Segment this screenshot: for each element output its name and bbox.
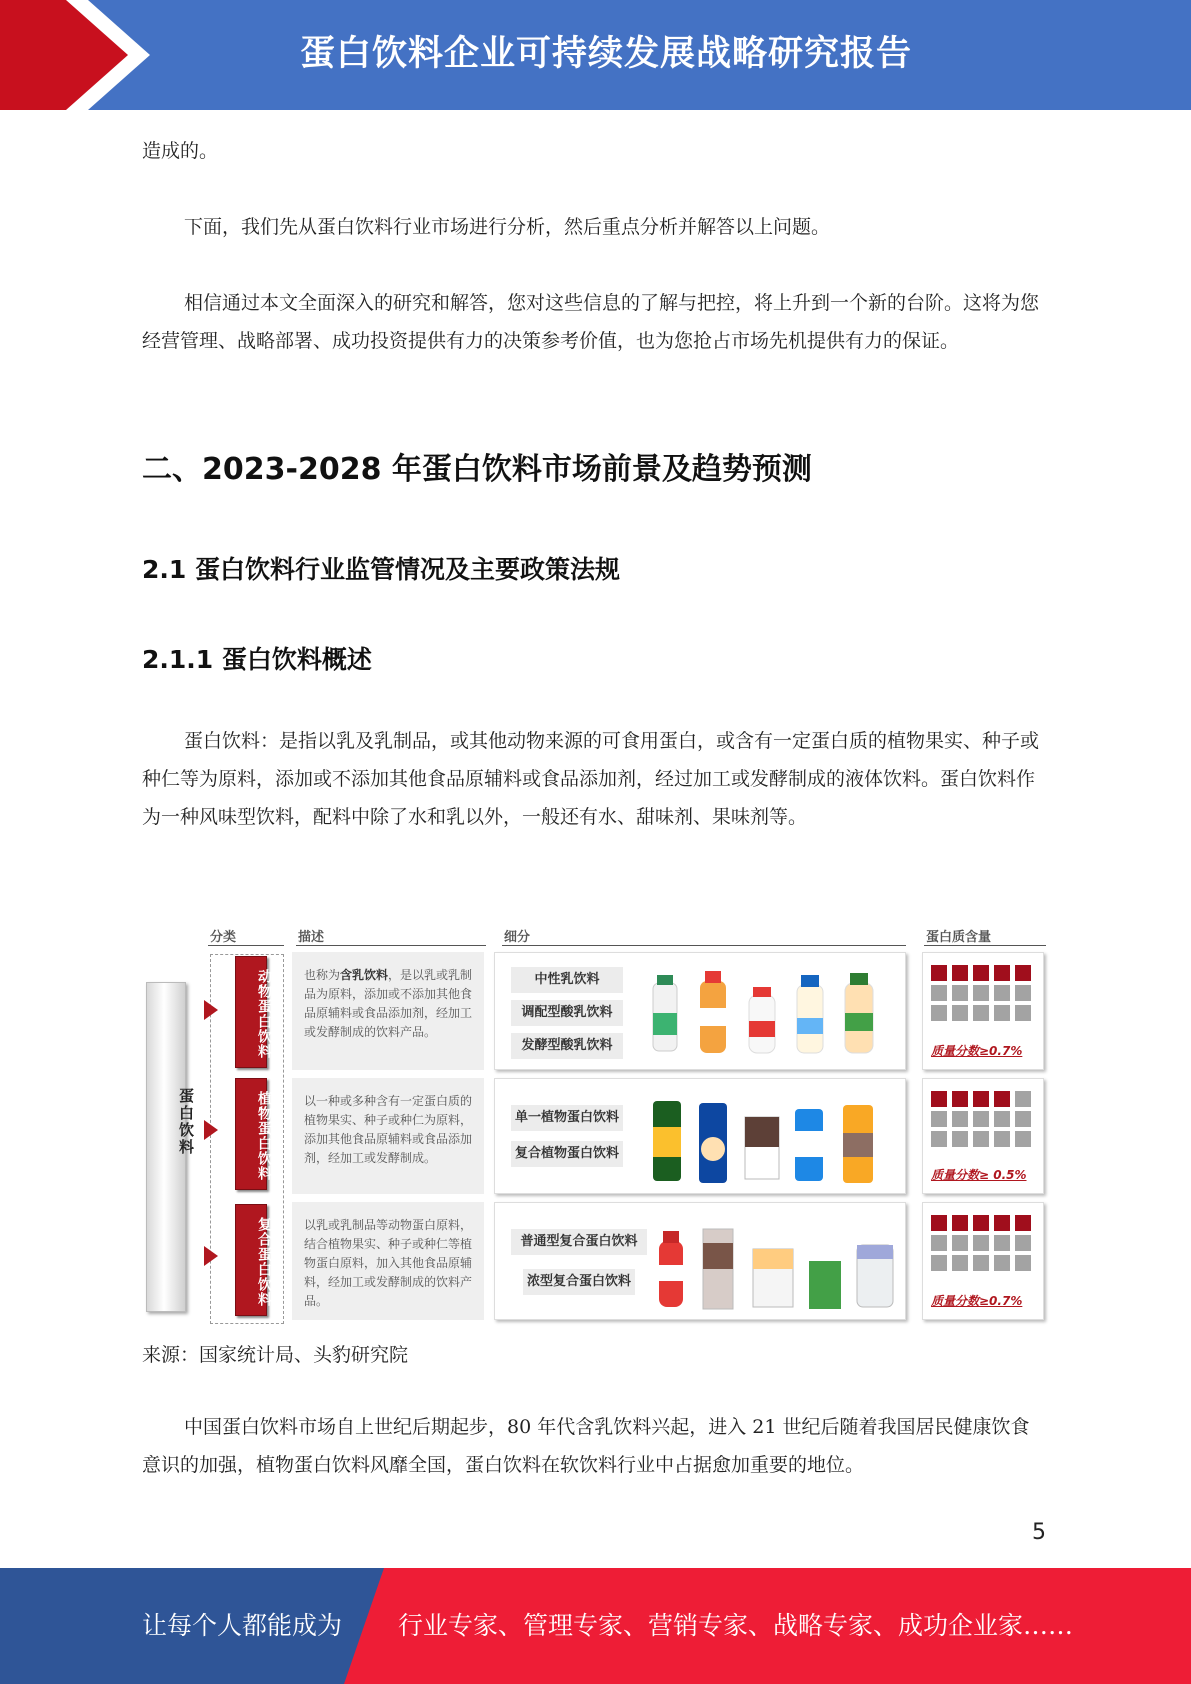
protein-square	[1015, 1235, 1031, 1251]
header-protein: 蛋白质含量	[926, 930, 992, 945]
protein-square	[1015, 985, 1031, 1001]
figure-source: 来源：国家统计局、头豹研究院	[142, 1344, 409, 1366]
protein-square	[952, 985, 968, 1001]
protein-square	[931, 985, 947, 1001]
protein-square	[1015, 1131, 1031, 1147]
protein-square	[994, 1235, 1010, 1251]
protein-square	[973, 1235, 989, 1251]
protein-square	[931, 1091, 947, 1107]
protein-square	[931, 1131, 947, 1147]
protein-square	[952, 1215, 968, 1231]
desc-bold: 含乳饮料	[340, 968, 389, 982]
subtype-tag: 复合植物蛋白饮料	[511, 1141, 623, 1167]
subtype-tag: 发酵型酸乳饮料	[511, 1033, 623, 1059]
protein-compound	[922, 1202, 1044, 1320]
subtype-tag: 单一植物蛋白饮料	[511, 1105, 623, 1131]
header-line	[924, 945, 1046, 946]
product-bottles-icon	[645, 963, 895, 1063]
header-line	[208, 945, 284, 946]
category-compound	[235, 1204, 272, 1316]
protein-label: 质量分数≥ 0.5%	[931, 1168, 1027, 1182]
protein-square	[952, 965, 968, 981]
header-description: 描述	[298, 930, 325, 945]
subdivision-animal	[494, 952, 906, 1070]
header-line	[296, 945, 486, 946]
protein-square	[994, 1255, 1010, 1271]
root-pillar	[146, 982, 195, 1312]
protein-square	[952, 1255, 968, 1271]
protein-square	[1015, 965, 1031, 981]
category-animal	[235, 956, 272, 1068]
protein-animal	[922, 952, 1044, 1070]
section-heading: 二、2023-2028 年蛋白饮料市场前景及趋势预测	[142, 452, 812, 487]
category-label: 复合蛋白饮料	[256, 1217, 272, 1307]
protein-square	[994, 1111, 1010, 1127]
header-category: 分类	[210, 930, 237, 945]
header-red-chevron	[0, 0, 160, 110]
description-animal	[292, 952, 484, 1070]
header-title: 蛋白饮料企业可持续发展战略研究报告	[300, 34, 913, 74]
footer-slogan-right: 行业专家、管理专家、营销专家、战略专家、成功企业家……	[398, 1611, 1074, 1640]
page-footer	[0, 1568, 1191, 1684]
protein-square	[994, 1005, 1010, 1021]
description-compound	[292, 1202, 484, 1320]
header-line	[502, 945, 906, 946]
header-subdivision: 细分	[504, 930, 531, 945]
protein-square	[931, 1235, 947, 1251]
protein-square	[973, 1005, 989, 1021]
protein-square	[931, 1111, 947, 1127]
protein-square	[994, 1131, 1010, 1147]
protein-square	[1015, 1215, 1031, 1231]
protein-square	[952, 1005, 968, 1021]
protein-square	[994, 1091, 1010, 1107]
paragraph-definition: 蛋白饮料：是指以乳及乳制品，或其他动物来源的可食用蛋白，或含有一定蛋白质的植物果实、种子或种仁等为原料，添加或不添加其他食品原辅料或食品添加剂，经过加工或发酵制成的液体饮料。蛋白饮料作为一种风味型饮料，配料中除了水和乳以外，一般还有水、甜味剂、果味剂等。	[142, 730, 1040, 828]
protein-square	[1015, 1111, 1031, 1127]
protein-label: 质量分数≥0.7%	[931, 1294, 1023, 1308]
protein-square	[931, 1215, 947, 1231]
desc-text: 以一种或多种含有一定蛋白质的植物果实、种子或种仁为原料，添加其他食品原辅料或食品添加剂，经加工或发酵制成。	[304, 1094, 473, 1165]
protein-square	[952, 1091, 968, 1107]
protein-label: 质量分数≥0.7%	[931, 1044, 1023, 1058]
row-arrow-icon	[204, 1120, 218, 1140]
protein-square	[952, 1131, 968, 1147]
subtype-tag: 普通型复合蛋白饮料	[511, 1229, 647, 1255]
desc-text: 也称为	[304, 968, 341, 982]
protein-square	[952, 1111, 968, 1127]
footer-slogan-left: 让每个人都能成为	[142, 1611, 343, 1640]
protein-square	[1015, 1255, 1031, 1271]
category-label: 动物蛋白饮料	[256, 969, 272, 1059]
protein-square	[973, 1215, 989, 1231]
row-arrow-icon	[204, 1246, 218, 1266]
description-plant	[292, 1078, 484, 1194]
protein-square	[931, 1255, 947, 1271]
protein-square	[994, 965, 1010, 981]
category-label: 植物蛋白饮料	[256, 1091, 272, 1181]
desc-text: ，是以乳或乳制品为原料，添加或不添加其他食品原辅料或食品添加剂，经加工或发酵制成的饮料产品。	[304, 968, 473, 1039]
protein-plant	[922, 1078, 1044, 1194]
subtype-tag: 中性乳饮料	[511, 967, 623, 993]
subdivision-compound	[494, 1202, 906, 1320]
subsection-heading: 2.1 蛋白饮料行业监管情况及主要政策法规	[142, 555, 620, 584]
protein-square	[931, 1005, 947, 1021]
paragraph-intro: 下面，我们先从蛋白饮料行业市场进行分析，然后重点分析并解答以上问题。	[184, 216, 831, 238]
protein-square	[973, 1255, 989, 1271]
product-packs-icon	[653, 1213, 903, 1313]
subdivision-plant	[494, 1078, 906, 1194]
protein-square	[973, 1131, 989, 1147]
protein-square	[973, 985, 989, 1001]
subtype-tag: 浓型复合蛋白饮料	[523, 1269, 635, 1295]
paragraph-value: 相信通过本文全面深入的研究和解答，您对这些信息的了解与把控，将上升到一个新的台阶。这将为您经营管理、战略部署、成功投资提供有力的决策参考价值，也为您抢占市场先机提供有力的保证。	[142, 292, 1040, 352]
protein-square	[952, 1235, 968, 1251]
protein-square	[994, 985, 1010, 1001]
page-header	[0, 0, 1191, 110]
protein-square	[973, 1091, 989, 1107]
protein-square	[1015, 1005, 1031, 1021]
protein-square	[973, 965, 989, 981]
desc-text: 以乳或乳制品等动物蛋白原料，结合植物果实、种子或种仁等植物蛋白原料，加入其他食品原辅料，经加工或发酵制成的饮料产品。	[304, 1218, 473, 1308]
protein-square	[994, 1215, 1010, 1231]
product-cans-icon	[645, 1087, 895, 1187]
page-number: 5	[1032, 1520, 1046, 1545]
root-label: 蛋白饮料	[177, 1088, 195, 1156]
protein-square	[1015, 1091, 1031, 1107]
subsubsection-heading: 2.1.1 蛋白饮料概述	[142, 645, 372, 674]
paragraph-history: 中国蛋白饮料市场自上世纪后期起步，80 年代含乳饮料兴起，进入 21 世纪后随着我国居民健康饮食意识的加强，植物蛋白饮料风靡全国，蛋白饮料在软饮料行业中占据愈加重要的地位。	[142, 1416, 1030, 1476]
protein-square	[931, 965, 947, 981]
subtype-tag: 调配型酸乳饮料	[511, 1000, 623, 1026]
category-plant	[235, 1078, 272, 1190]
paragraph-continuation: 造成的。	[142, 140, 219, 162]
row-arrow-icon	[204, 1000, 218, 1020]
classification-figure	[142, 920, 1047, 1325]
protein-square	[973, 1111, 989, 1127]
